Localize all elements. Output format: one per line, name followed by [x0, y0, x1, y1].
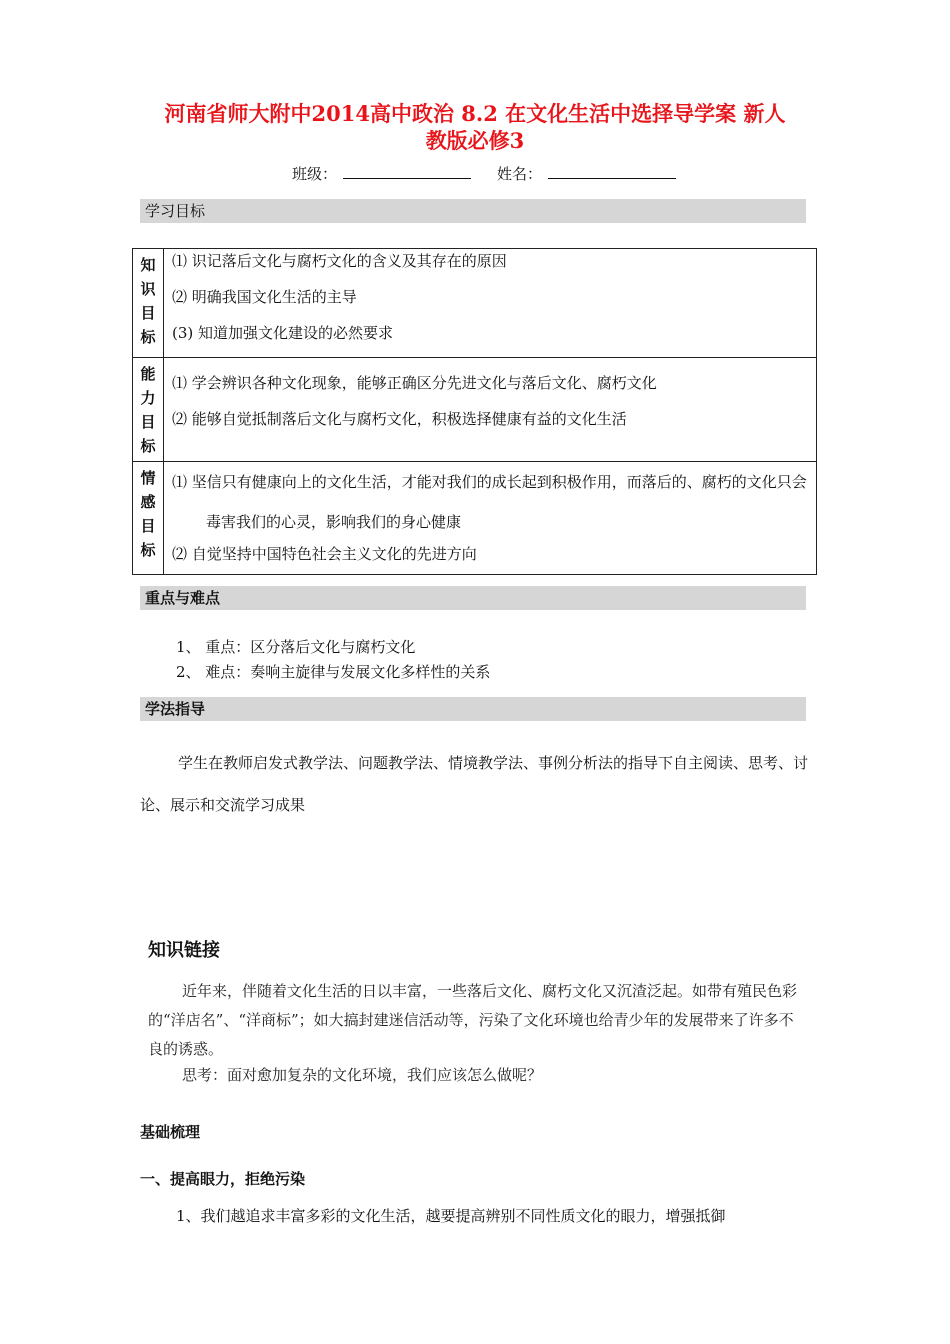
objective-item: ⑴ 学会辨识各种文化现象，能够正确区分先进文化与落后文化、腐朽文化: [172, 374, 657, 392]
objective-row-knowledge: [133, 249, 817, 358]
basics-heading-1: 一、提高眼力，拒绝污染: [140, 1170, 306, 1188]
objective-item: ⑴ 识记落后文化与腐朽文化的含义及其存在的原因: [172, 252, 507, 270]
objective-item: (3) 知道加强文化建设的必然要求: [172, 324, 394, 342]
category-cell: 知 识 目 标: [133, 249, 164, 358]
section-knowledge-link: 知识链接: [148, 940, 220, 961]
objective-row-ability: [133, 358, 817, 462]
objective-items: [164, 462, 817, 575]
class-field[interactable]: [343, 164, 471, 179]
objective-item: ⑵ 能够自觉抵制落后文化与腐朽文化，积极选择健康有益的文化生活: [172, 410, 627, 428]
category-cell: 能 力 目 标: [133, 358, 164, 462]
knowledge-link-paragraph: 近年来，伴随着文化生活的日以丰富，一些落后文化、腐朽文化又沉渣泛起。如带有殖民色彩的“洋店名”、“洋商标”；如大搞封建迷信活动等，污染了文化环境也给青少年的发展带来了许多不良的诱惑。: [148, 982, 798, 1058]
key-point-item: 2、 难点：奏响主旋律与发展文化多样性的关系: [176, 663, 491, 681]
section-objectives: 学习目标: [140, 199, 806, 223]
student-info-fields: [292, 163, 676, 184]
objective-row-emotion: [133, 462, 817, 575]
name-field[interactable]: [548, 164, 676, 179]
name-label: 姓名：: [497, 165, 543, 183]
section-key-points: 重点与难点: [140, 586, 806, 610]
section-method: 学法指导: [140, 697, 806, 721]
key-point-item: 1、 重点：区分落后文化与腐朽文化: [176, 638, 416, 656]
objective-item: ⑵ 明确我国文化生活的主导: [172, 288, 357, 306]
knowledge-link-question: 思考：面对愈加复杂的文化环境，我们应该怎么做呢？: [182, 1066, 543, 1084]
objective-items: [164, 358, 817, 462]
section-basics: 基础梳理: [140, 1123, 201, 1141]
class-label: 班级：: [292, 165, 338, 183]
document-title-line1: 河南省师大附中2014高中政治 8.2 在文化生活中选择导学案 新人: [164, 101, 786, 126]
document-title-line2: 教版必修3: [425, 128, 525, 153]
objective-item: ⑵ 自觉坚持中国特色社会主义文化的先进方向: [172, 545, 477, 563]
basics-item-1: 1、我们越追求丰富多彩的文化生活，越要提高辨别不同性质文化的眼力，增强抵御: [176, 1207, 726, 1225]
category-cell: 情 感 目 标: [133, 462, 164, 575]
objective-item: ⑴ 坚信只有健康向上的文化生活，才能对我们的成长起到积极作用，而落后的、腐朽的文化只会毒害我们的心灵，影响我们的身心健康: [172, 473, 807, 531]
objective-items: [164, 249, 817, 358]
method-paragraph: 学生在教师启发式教学法、问题教学法、情境教学法、事例分析法的指导下自主阅读、思考、讨论、展示和交流学习成果: [140, 754, 809, 814]
objectives-table: [132, 248, 817, 575]
